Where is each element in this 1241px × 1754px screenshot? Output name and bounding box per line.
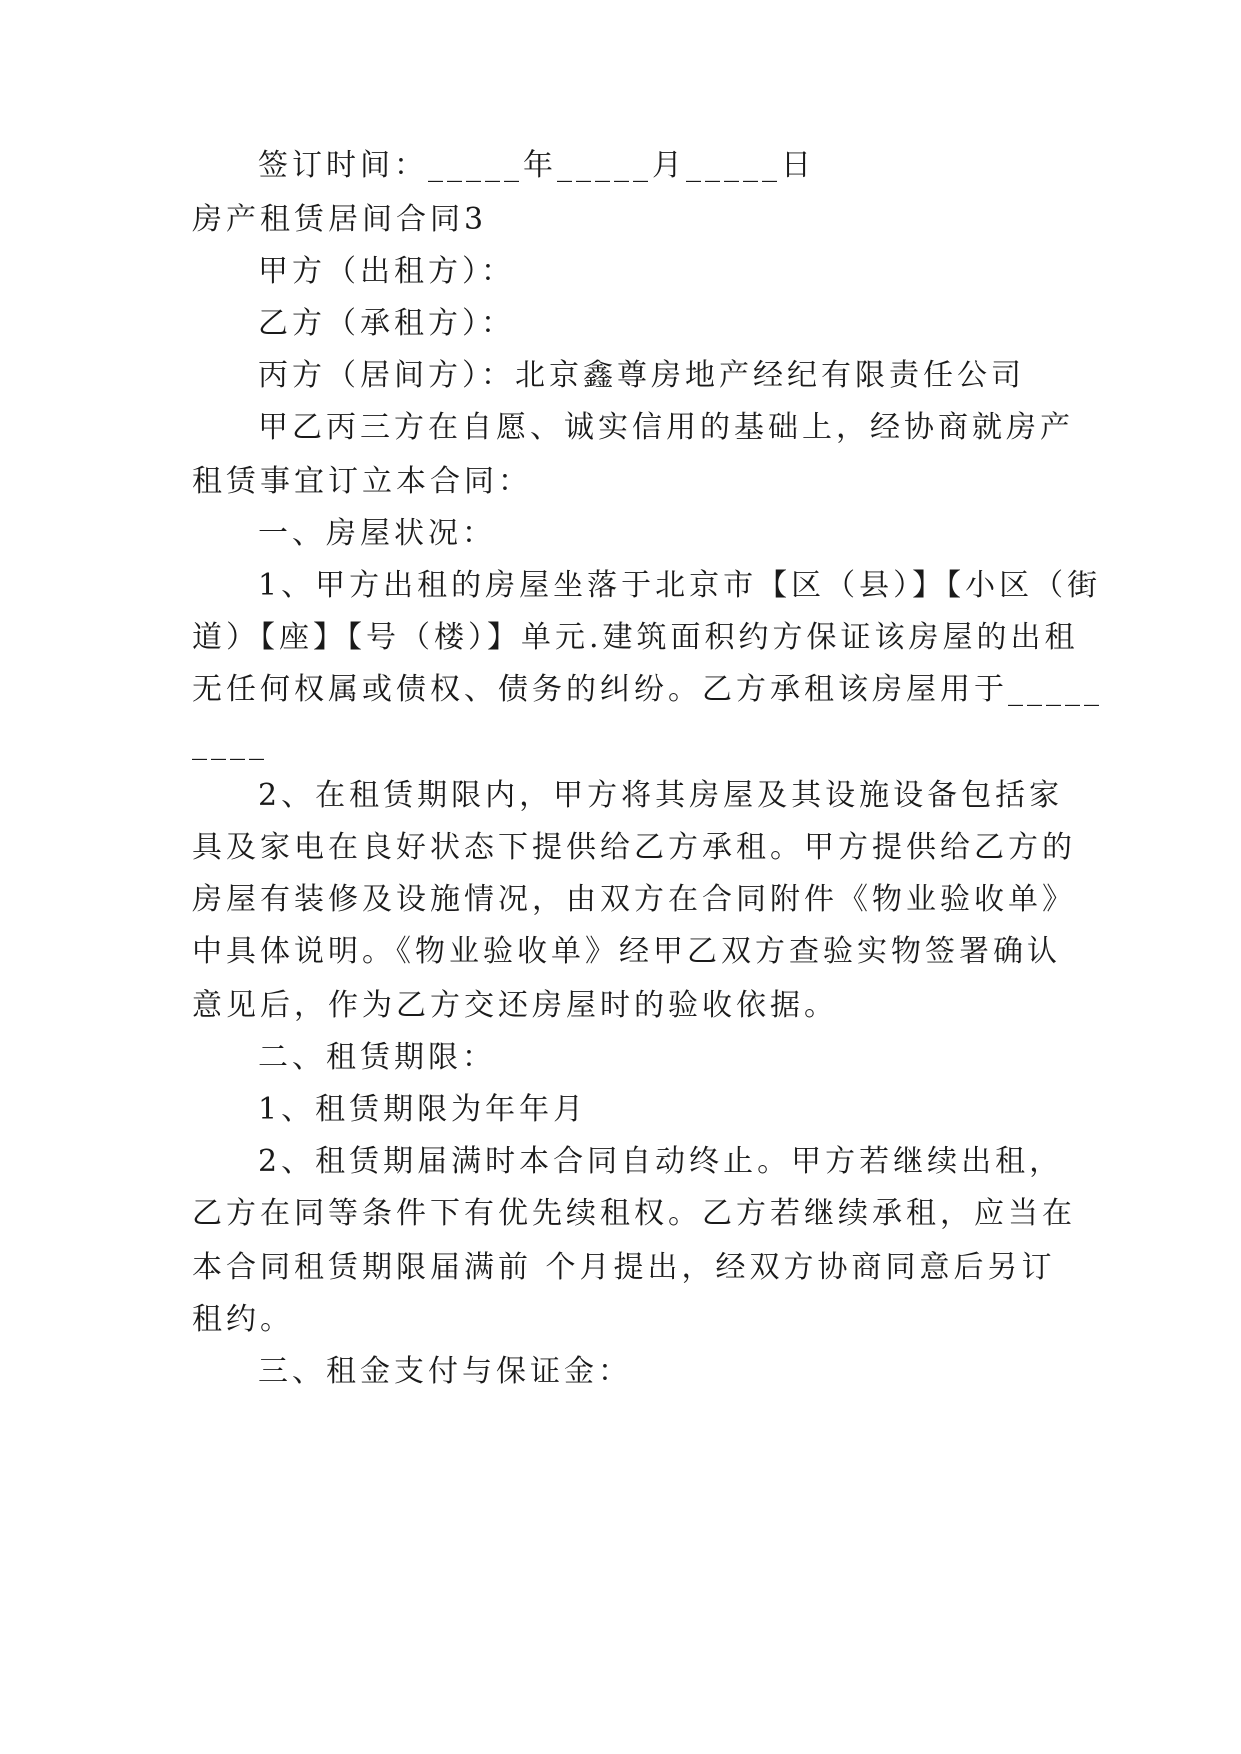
section-2-paragraph-line: 2、租赁期届满时本合同自动终止。甲方若继续出租， [258,1144,1064,1179]
section-2-paragraph-line: 1、租赁期限为年年月 [258,1092,588,1127]
section-1-paragraph-line: 房屋有装修及设施情况，由双方在合同附件《物业验收单》 [192,882,1076,917]
section-1-paragraph-line: 无任何权属或债权、债务的纠纷。乙方承租该房屋用于_____ [192,672,1103,707]
section-2-heading: 二、租赁期限： [258,1040,496,1075]
party-c-line: 丙方（居间方）：北京鑫尊房地产经纪有限责任公司 [258,358,1025,393]
intro-line: 甲乙丙三方在自愿、诚实信用的基础上，经协商就房产 [258,410,1074,445]
party-a-line: 甲方（出租方）： [258,254,515,289]
signing-date-line: 签订时间：_____年_____月_____日 [258,148,815,183]
section-1-paragraph-line: 道）【座】【号（楼）】单元.建筑面积约方保证该房屋的出租 [192,620,1079,655]
party-b-line: 乙方（承租方）： [258,306,515,341]
contract-title: 房产租赁居间合同3 [192,202,488,237]
section-1-paragraph-line: 具及家电在良好状态下提供给乙方承租。甲方提供给乙方的 [192,830,1076,865]
intro-line: 租赁事宜订立本合同： [192,464,532,499]
section-1-heading: 一、房屋状况： [258,516,496,551]
section-2-paragraph-line: 乙方在同等条件下有优先续租权。乙方若继续承租，应当在 [192,1196,1076,1231]
section-1-paragraph-line: ____ [192,726,268,761]
section-3-heading: 三、租金支付与保证金： [258,1354,632,1389]
section-2-paragraph-line: 租约。 [192,1302,294,1337]
section-1-paragraph-line: 2、在租赁期限内，甲方将其房屋及其设施设备包括家 [258,778,1064,813]
section-1-paragraph-line: 1、甲方出租的房屋坐落于北京市【区（县）】【小区（街 [258,568,1102,603]
section-2-paragraph-line: 本合同租赁期限届满前 个月提出，经双方协商同意后另订 [192,1250,1056,1285]
section-1-paragraph-line: 中具体说明。《物业验收单》经甲乙双方查验实物签署确认 [192,934,1061,969]
section-1-paragraph-line: 意见后，作为乙方交还房屋时的验收依据。 [192,988,838,1023]
